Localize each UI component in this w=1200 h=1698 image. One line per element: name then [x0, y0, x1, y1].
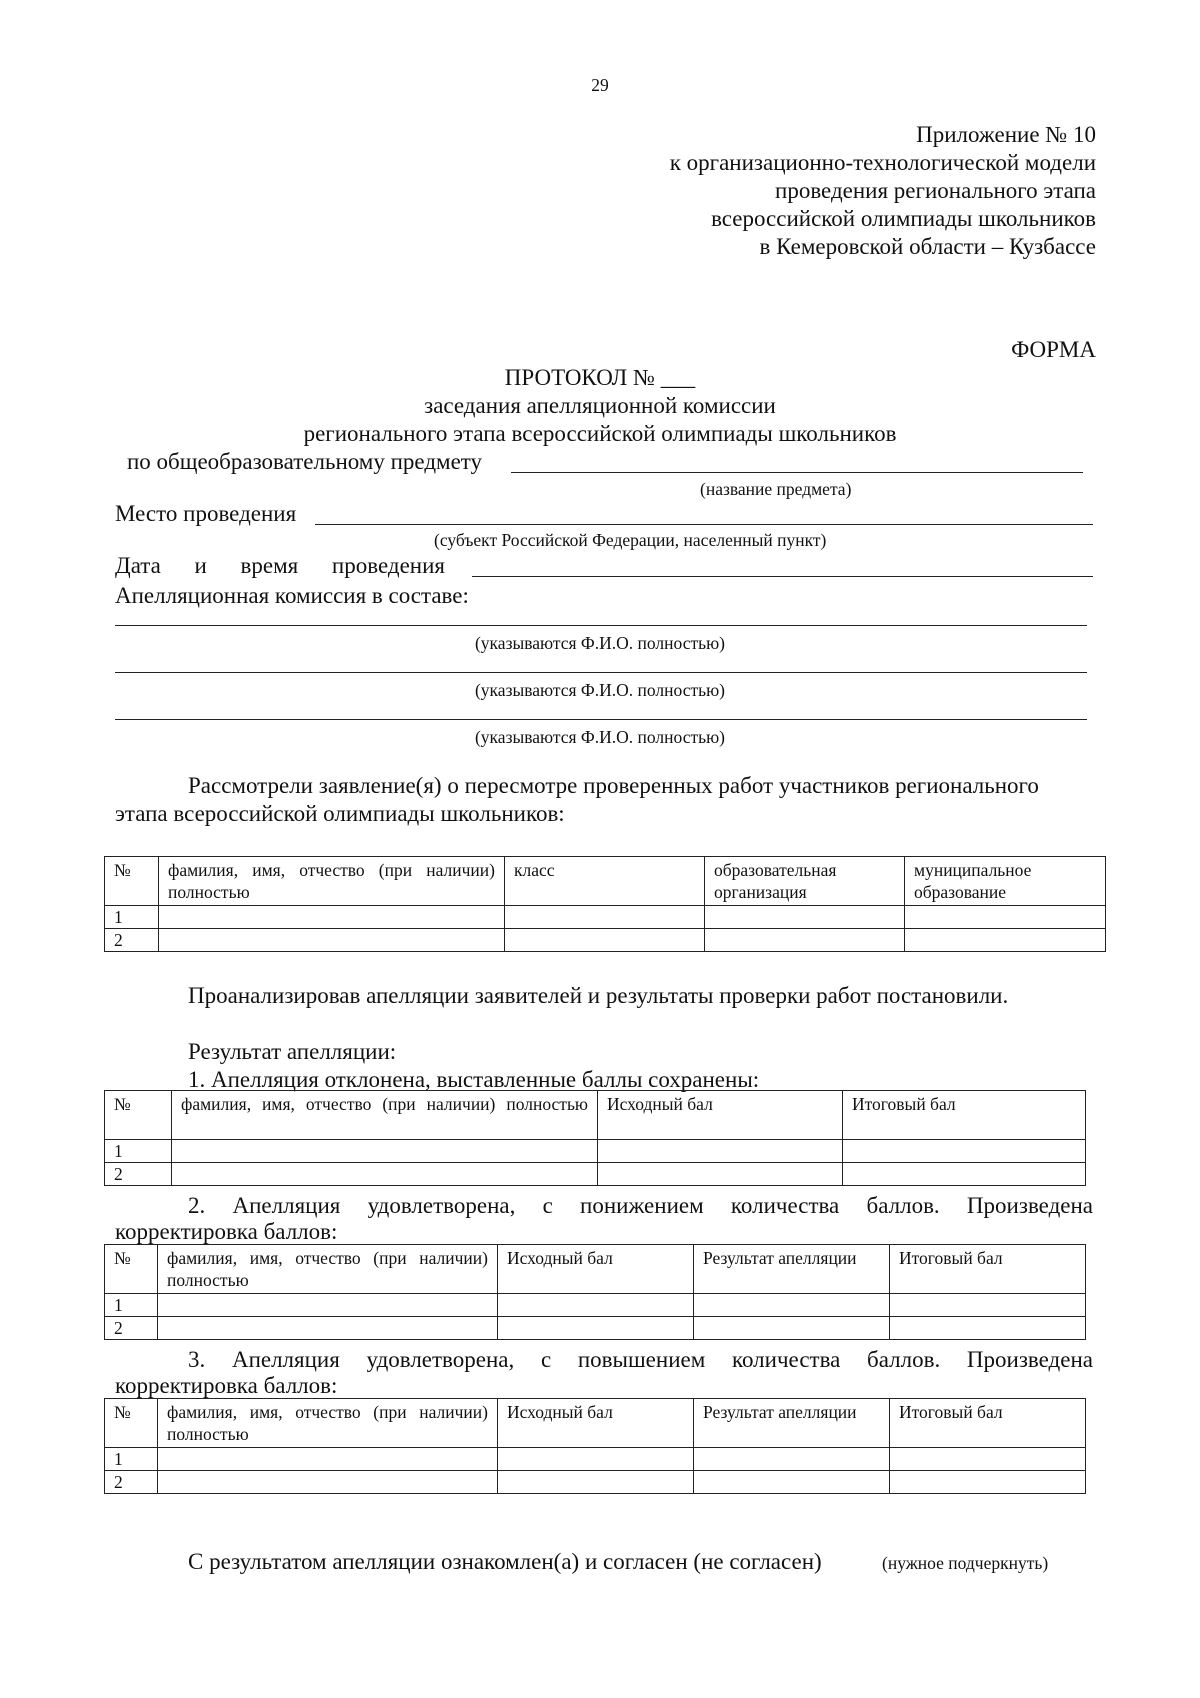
cell[interactable]: [498, 1317, 694, 1340]
place-label: Место проведения: [115, 501, 297, 526]
cell[interactable]: [172, 1163, 598, 1186]
cell[interactable]: [843, 1140, 1086, 1163]
table-row: [105, 1448, 1086, 1471]
table-row: [105, 1163, 1086, 1186]
table-header-row: [105, 1399, 1086, 1448]
header-class: класс: [505, 857, 705, 906]
date-word-1: Дата: [115, 553, 161, 578]
cell[interactable]: [705, 929, 905, 952]
cell[interactable]: [694, 1317, 890, 1340]
cell[interactable]: [694, 1294, 890, 1317]
table-row: [105, 1140, 1086, 1163]
result2-title-line-2: корректировка баллов:: [115, 1219, 338, 1244]
result2-title-line-1: 2. Апелляция удовлетворена, с понижением количества баллов. Произведена: [188, 1193, 1093, 1218]
cell[interactable]: [158, 1471, 498, 1494]
analysis-text: Проанализировав апелляции заявителей и результаты проверки работ постановили.: [188, 983, 1009, 1008]
result3-title-line-2: корректировка баллов:: [115, 1373, 338, 1398]
header-fio: фамилия, имя, отчество (при наличии) полностью: [158, 1399, 498, 1448]
considered-line-2: этапа всероссийской олимпиады школьников:: [115, 801, 565, 826]
row-number: 1: [105, 906, 159, 929]
date-word-3: время: [240, 553, 299, 578]
result1-table: [104, 1090, 1086, 1186]
table-header-row: [105, 1245, 1086, 1294]
cell[interactable]: [694, 1471, 890, 1494]
appendix-line-2: к организационно-технологической модели: [669, 150, 1096, 175]
header-appeal-result: Результат апелляции: [694, 1399, 890, 1448]
header-fio: фамилия, имя, отчество (при наличии) полностью: [172, 1091, 598, 1140]
table-row: [105, 1317, 1086, 1340]
table-row: [105, 1471, 1086, 1494]
cell[interactable]: [498, 1294, 694, 1317]
cell[interactable]: [905, 929, 1106, 952]
cell[interactable]: [172, 1140, 598, 1163]
protocol-subtitle-2: регионального этапа всероссийской олимпиады школьников: [303, 421, 897, 446]
cell[interactable]: [705, 906, 905, 929]
date-label: [115, 552, 445, 580]
table-row: [105, 906, 1106, 929]
header-municipality: муниципальное образование: [905, 857, 1106, 906]
header-number: №: [105, 1245, 158, 1294]
header-fio: фамилия, имя, отчество (при наличии) полностью: [159, 857, 505, 906]
result3-title-line-1: 3. Апелляция удовлетворена, с повышением количества баллов. Произведена: [188, 1347, 1093, 1372]
cell[interactable]: [158, 1294, 498, 1317]
table-header-row: [105, 1091, 1086, 1140]
considered-line-1: Рассмотрели заявление(я) о пересмотре проверенных работ участников регионального: [188, 773, 1039, 798]
cell[interactable]: [890, 1471, 1086, 1494]
row-number: 2: [105, 929, 159, 952]
header-final-score: Итоговый бал: [843, 1091, 1086, 1140]
cell[interactable]: [159, 906, 505, 929]
date-word-4: проведения: [331, 553, 445, 578]
appendix-line-3: проведения регионального этапа: [775, 178, 1096, 203]
cell[interactable]: [505, 929, 705, 952]
footer-note: (нужное подчеркнуть): [882, 1553, 1049, 1573]
cell[interactable]: [694, 1448, 890, 1471]
commission-member-line-2[interactable]: [115, 672, 1087, 673]
subject-hint: (название предмета): [700, 479, 852, 499]
header-number: №: [105, 1091, 172, 1140]
subject-blank-line[interactable]: [511, 472, 1083, 473]
commission-member-line-1[interactable]: [115, 625, 1087, 626]
header-initial-score: Исходный бал: [598, 1091, 843, 1140]
date-word-2: и: [194, 553, 207, 578]
commission-label: Апелляционная комиссия в составе:: [115, 583, 469, 608]
cell[interactable]: [890, 1294, 1086, 1317]
header-number: №: [105, 857, 159, 906]
header-organization: образовательная организация: [705, 857, 905, 906]
fio-hint-1: (указываются Ф.И.О. полностью): [474, 633, 726, 653]
result3-table: [104, 1398, 1086, 1494]
cell[interactable]: [890, 1448, 1086, 1471]
header-fio: фамилия, имя, отчество (при наличии) полностью: [158, 1245, 498, 1294]
appendix-line-5: в Кемеровской области – Кузбассе: [759, 234, 1096, 259]
cell[interactable]: [890, 1317, 1086, 1340]
appendix-line-1: Приложение № 10: [916, 122, 1096, 147]
header-appeal-result: Результат апелляции: [694, 1245, 890, 1294]
table-row: [105, 929, 1106, 952]
result2-table: [104, 1244, 1086, 1340]
result1-title: 1. Апелляция отклонена, выставленные баллы сохранены:: [188, 1067, 760, 1092]
page-number: 29: [591, 75, 609, 95]
header-final-score: Итоговый бал: [890, 1245, 1086, 1294]
table-row: [105, 1294, 1086, 1317]
subject-label: по общеобразовательному предмету: [127, 449, 483, 474]
table-header-row: [105, 857, 1106, 906]
row-number: 1: [105, 1448, 158, 1471]
row-number: 2: [105, 1317, 158, 1340]
header-number: №: [105, 1399, 158, 1448]
protocol-subtitle-1: заседания апелляционной комиссии: [424, 393, 776, 418]
cell[interactable]: [598, 1163, 843, 1186]
form-label: ФОРМА: [1011, 337, 1096, 362]
cell[interactable]: [159, 929, 505, 952]
fio-hint-2: (указываются Ф.И.О. полностью): [474, 680, 726, 700]
row-number: 1: [105, 1140, 172, 1163]
header-initial-score: Исходный бал: [498, 1399, 694, 1448]
header-initial-score: Исходный бал: [498, 1245, 694, 1294]
cell[interactable]: [843, 1163, 1086, 1186]
place-blank-line[interactable]: [315, 524, 1093, 525]
row-number: 1: [105, 1294, 158, 1317]
date-blank-line[interactable]: [472, 576, 1093, 577]
cell[interactable]: [498, 1448, 694, 1471]
participants-table: [104, 856, 1106, 952]
row-number: 2: [105, 1471, 158, 1494]
fio-hint-3: (указываются Ф.И.О. полностью): [474, 727, 726, 747]
cell[interactable]: [158, 1317, 498, 1340]
commission-member-line-3[interactable]: [115, 719, 1087, 720]
header-final-score: Итоговый бал: [890, 1399, 1086, 1448]
protocol-title: ПРОТОКОЛ № ___: [504, 365, 696, 390]
row-number: 2: [105, 1163, 172, 1186]
cell[interactable]: [905, 906, 1106, 929]
cell[interactable]: [598, 1140, 843, 1163]
cell[interactable]: [505, 906, 705, 929]
cell[interactable]: [158, 1448, 498, 1471]
footer-text: С результатом апелляции ознакомлен(а) и согласен (не согласен): [188, 1549, 822, 1574]
result-label: Результат апелляции:: [188, 1039, 397, 1064]
cell[interactable]: [498, 1471, 694, 1494]
appendix-line-4: всероссийской олимпиады школьников: [711, 206, 1096, 231]
place-hint: (субъект Российской Федерации, населенный пункт): [434, 530, 827, 550]
